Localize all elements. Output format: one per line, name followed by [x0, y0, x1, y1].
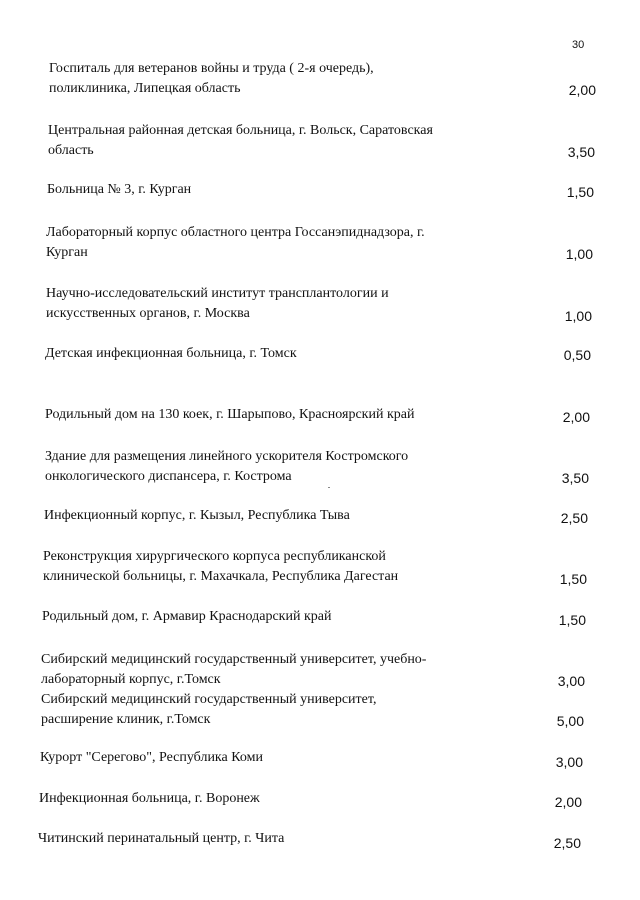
scan-speck: [328, 487, 330, 488]
page-number: 30: [572, 39, 585, 51]
entry-description: [38, 829, 508, 849]
entry-description: [47, 180, 517, 200]
entry-line: искусственных органов, г. Москва: [46, 306, 250, 321]
entry-value: 3,00: [555, 754, 583, 770]
entry-description: [45, 447, 515, 487]
entry-line: Центральная районная детская больница, г. Вольск, Саратовская: [48, 123, 433, 138]
entry-line: область: [48, 143, 94, 158]
entry-value: 0,50: [563, 347, 591, 363]
entry-description: [39, 789, 509, 809]
entry-line: лабораторный корпус, г.Томск: [41, 672, 221, 687]
entry-value: 1,50: [559, 571, 587, 587]
entry-line: Инфекционная больница, г. Воронеж: [39, 791, 260, 806]
entry-line: Здание для размещения линейного ускорителя Костромского: [45, 449, 409, 464]
entry-value: 1,00: [565, 246, 593, 262]
entry-description: [41, 650, 511, 690]
entry-value: 2,00: [562, 409, 590, 425]
entry-description: [45, 405, 515, 425]
entry-description: [44, 506, 514, 526]
entry-line: Лабораторный корпус областного центра Госсанэпиднадзора, г.: [46, 225, 425, 240]
entry-line: Научно-исследовательский институт трансплантологии и: [46, 286, 389, 301]
entry-line: Реконструкция хирургического корпуса республиканской: [43, 549, 386, 564]
entry-value: 1,50: [566, 184, 594, 200]
entry-line: клинической больницы, г. Махачкала, Республика Дагестан: [43, 569, 399, 584]
entry-value: 3,50: [567, 144, 595, 160]
entry-line: Инфекционный корпус, г. Кызыл, Республика Тыва: [44, 508, 350, 523]
entry-description: [46, 284, 516, 324]
entry-line: Читинский перинатальный центр, г. Чита: [38, 831, 285, 846]
entry-value: 1,00: [564, 308, 592, 324]
entry-description: [40, 748, 510, 768]
entry-line: Курорт "Серегово", Республика Коми: [40, 750, 263, 765]
entry-description: [43, 547, 513, 587]
entry-description: [46, 223, 516, 263]
entry-line: Детская инфекционная больница, г. Томск: [45, 346, 297, 361]
entry-value: 2,00: [568, 82, 596, 98]
entry-line: поликлиника, Липецкая область: [49, 81, 241, 96]
entry-description: [45, 344, 515, 364]
entry-value: 2,50: [553, 835, 581, 851]
entry-value: 3,50: [561, 470, 589, 486]
entry-description: [42, 607, 512, 627]
entry-line: Сибирский медицинский государственный университет, учебно-: [41, 652, 427, 667]
entry-line: расширение клиник, г.Томск: [41, 712, 211, 727]
entry-description: [48, 121, 518, 161]
entry-line: Сибирский медицинский государственный университет,: [41, 692, 377, 707]
entry-value: 3,00: [557, 673, 585, 689]
entry-line: онкологического диспансера, г. Кострома: [45, 469, 292, 484]
entry-line: Родильный дом на 130 коек, г. Шарыпово, Красноярский край: [45, 407, 415, 422]
entry-line: Больница № 3, г. Курган: [47, 182, 192, 197]
entry-line: Курган: [46, 245, 88, 260]
entry-value: 5,00: [556, 713, 584, 729]
entry-line: Родильный дом, г. Армавир Краснодарский край: [42, 609, 332, 624]
entry-value: 2,00: [554, 794, 582, 810]
entry-description: [41, 690, 511, 730]
entry-value: 2,50: [560, 510, 588, 526]
entry-line: Госпиталь для ветеранов войны и труда ( 2-я очередь),: [49, 61, 374, 76]
entry-value: 1,50: [558, 612, 586, 628]
entry-description: [49, 59, 519, 99]
